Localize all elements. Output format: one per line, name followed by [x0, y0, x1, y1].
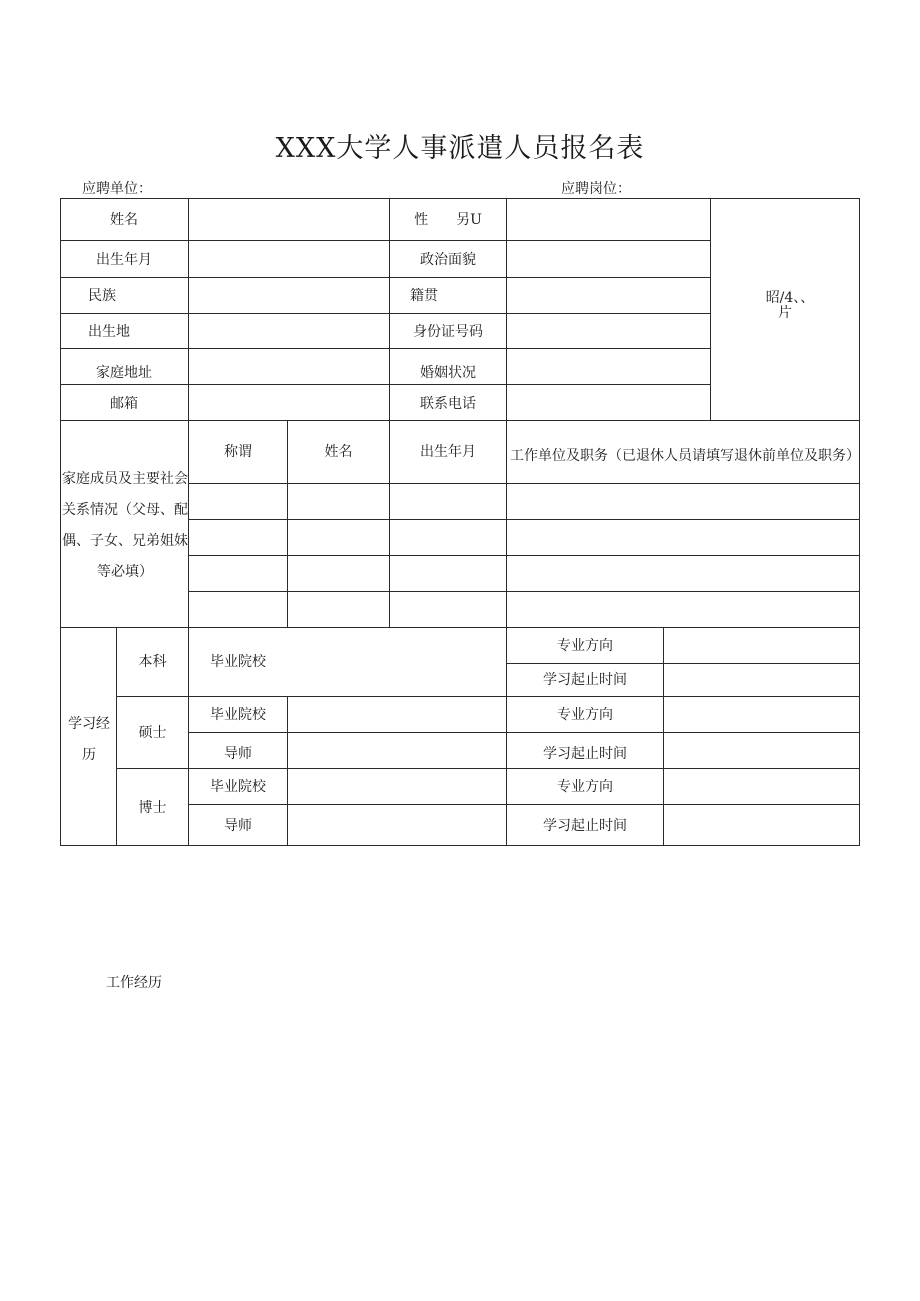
- doctor-school-label: 毕业院校: [210, 779, 266, 795]
- marital-status-label: 婚姻状况: [420, 365, 476, 381]
- photo-label-bottom: 片: [778, 305, 792, 321]
- master-major-field[interactable]: [664, 697, 860, 733]
- email-label: 邮箱: [110, 396, 138, 412]
- master-school-field[interactable]: [288, 697, 506, 733]
- phone-field[interactable]: [507, 385, 710, 420]
- bachelor-major-field[interactable]: [664, 628, 860, 664]
- master-period-label: 学习起止时间: [543, 746, 627, 762]
- id-number-field[interactable]: [507, 314, 710, 349]
- master-advisor-label: 导师: [224, 746, 252, 762]
- phone-label: 联系电话: [420, 396, 476, 412]
- doctor-label: 博士: [138, 799, 167, 816]
- bachelor-major-label: 专业方向: [557, 638, 613, 654]
- bachelor-school-label: 毕业院校: [210, 654, 266, 670]
- master-advisor-field[interactable]: [288, 733, 506, 769]
- home-address-label: 家庭地址: [96, 365, 152, 381]
- bachelor-school-field[interactable]: [288, 628, 506, 696]
- doctor-period-field[interactable]: [664, 805, 860, 846]
- photo-label-top: 昭/4、、: [765, 290, 815, 306]
- political-status-label: 政治面貌: [420, 251, 476, 268]
- registration-form-table: [60, 198, 860, 846]
- email-field[interactable]: [189, 385, 389, 420]
- gender-field[interactable]: [507, 198, 710, 241]
- gender-label: 性 另U: [414, 211, 482, 228]
- master-school-label: 毕业院校: [210, 707, 266, 723]
- bachelor-period-label: 学习起止时间: [543, 672, 627, 688]
- name-label: 姓名: [110, 211, 138, 228]
- id-number-label: 身份证号码: [413, 323, 483, 340]
- doctor-major-label: 专业方向: [557, 779, 613, 795]
- family-section-label: 家庭成员及主要社会关系情况（父母、配偶、子女、兄弟姐妹等必填）: [62, 471, 188, 580]
- native-place-field[interactable]: [507, 278, 710, 314]
- doctor-school-field[interactable]: [288, 769, 506, 805]
- family-col-name: 姓名: [324, 444, 353, 460]
- family-col-relation: 称谓: [224, 444, 252, 460]
- bachelor-label: 本科: [138, 654, 167, 670]
- master-label: 硕士: [138, 725, 167, 741]
- family-col-work: 工作单位及职务（已退休人员请填写退休前单位及职务）: [510, 448, 860, 464]
- ethnicity-field[interactable]: [189, 278, 389, 314]
- apply-post-label: 应聘岗位：: [561, 181, 631, 197]
- doctor-period-label: 学习起止时间: [543, 817, 627, 834]
- birthplace-label: 出生地: [88, 323, 130, 340]
- bachelor-period-field[interactable]: [664, 664, 860, 696]
- education-section-label: 学习经历: [68, 716, 110, 763]
- master-period-field[interactable]: [664, 733, 860, 769]
- native-place-label: 籍贯: [410, 288, 438, 304]
- master-major-label: 专业方向: [557, 707, 613, 723]
- name-field[interactable]: [189, 198, 389, 241]
- apply-unit-label: 应聘单位：: [82, 181, 152, 197]
- work-experience-label: 工作经历: [106, 975, 162, 991]
- marital-status-field[interactable]: [507, 349, 710, 385]
- family-col-birth: 出生年月: [420, 444, 476, 460]
- birthplace-field[interactable]: [189, 314, 389, 349]
- ethnicity-label: 民族: [88, 288, 116, 304]
- doctor-major-field[interactable]: [664, 769, 860, 805]
- doctor-advisor-label: 导师: [224, 817, 252, 834]
- birth-date-label: 出生年月: [96, 251, 152, 268]
- form-title: XXX大学人事派遣人员报名表: [275, 133, 645, 164]
- birth-date-field[interactable]: [189, 241, 389, 278]
- doctor-advisor-field[interactable]: [288, 805, 506, 846]
- political-status-field[interactable]: [507, 241, 710, 278]
- home-address-field[interactable]: [189, 349, 389, 385]
